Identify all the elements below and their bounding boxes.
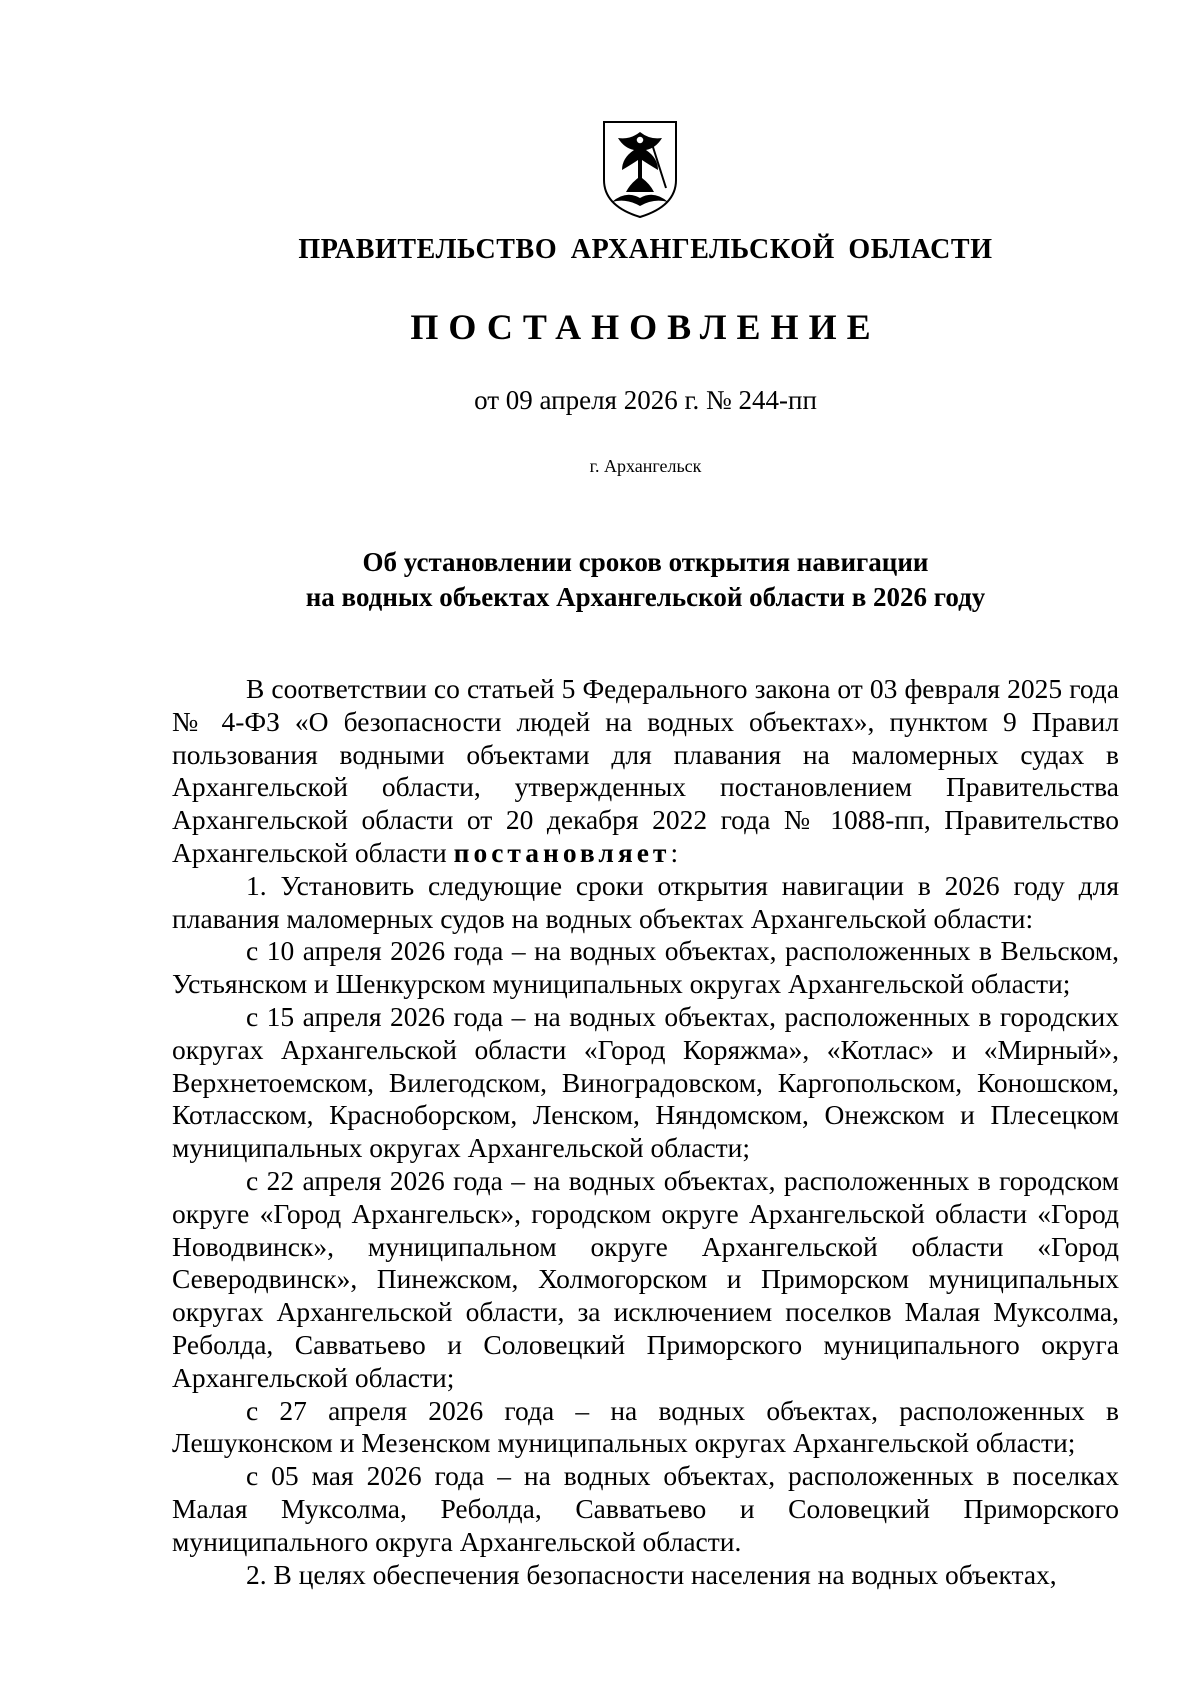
body-paragraph-7: 2. В целях обеспечения безопасности населения на водных объектах, <box>246 1558 1057 1590</box>
subject-line-1: Об установлении сроков открытия навигации <box>362 547 929 577</box>
subject-line-2: на водных объектах Архангельской области в 2026 году <box>305 582 986 612</box>
body-paragraph-5: с 27 апреля 2026 года – на водных объектах, расположенных в Лешуконском и Мезенском муниципальных округах Архангельской области; <box>172 1394 1119 1459</box>
body-paragraph-6: с 05 мая 2026 года – на водных объектах, расположенных в поселках Малая Муксолма, Реболда, Савватьево и Соловецкий Приморского муниципального округа Архангельской области. <box>172 1460 1119 1557</box>
decree-word: постановляет <box>453 836 671 868</box>
decree-suffix: : <box>670 836 679 868</box>
preamble-paragraph <box>172 673 1119 870</box>
preamble-text: В соответствии со статьей 5 Федерального закона от 03 февраля 2025 года № 4-ФЗ «О безопасности людей на водных объектах», пунктом 9 Правил пользования водными объектами для плавания на маломерных судах в Архангельской области, утвержденных постановлением Правительства Архангельской области от 20 декабря 2022 года № 1088-пп, Правительство Архангельской области <box>172 673 1119 868</box>
document-body <box>172 673 1119 1591</box>
city-line: г. Архангельск <box>589 456 702 476</box>
organization-title: ПРАВИТЕЛЬСТВО АРХАНГЕЛЬСКОЙ ОБЛАСТИ <box>298 234 993 265</box>
body-paragraph-1: 1. Установить следующие сроки открытия навигации в 2026 году для плавания маломерных судов на водных объектах Архангельской области: <box>172 869 1119 934</box>
document-subject <box>200 545 1091 615</box>
date-and-number: от 09 апреля 2026 г. № 244-пп <box>474 385 817 415</box>
body-paragraph-2: с 10 апреля 2026 года – на водных объектах, расположенных в Вельском, Устьянском и Шенкурском муниципальных округах Архангельской области; <box>172 935 1119 1000</box>
body-paragraph-3: с 15 апреля 2026 года – на водных объектах, расположенных в городских округах Архангельской области «Город Коряжма», «Котлас» и «Мирный», Верхнетоемском, Вилегодском, Виноградовском, Каргопольском, Коношском, Котласском, Красноборском, Ленском, Няндомском, Онежском и Плесецком муниципальных округах Архангельской области; <box>172 1000 1119 1164</box>
body-paragraph-4: с 22 апреля 2026 года – на водных объектах, расположенных в городском округе «Город Архангельск», городском округе Архангельской области «Город Новодвинск», муниципальном округе Архангельской области «Город Северодвинск», Пинежском, Холмогорском и Приморском муниципальных округах Архангельской области, за исключением поселков Малая Муксолма, Реболда, Савватьево и Соловецкий Приморского муниципального округа Архангельской области; <box>172 1164 1119 1393</box>
document-type: ПОСТАНОВЛЕНИЕ <box>410 307 881 347</box>
coat-of-arms-emblem <box>600 118 680 220</box>
